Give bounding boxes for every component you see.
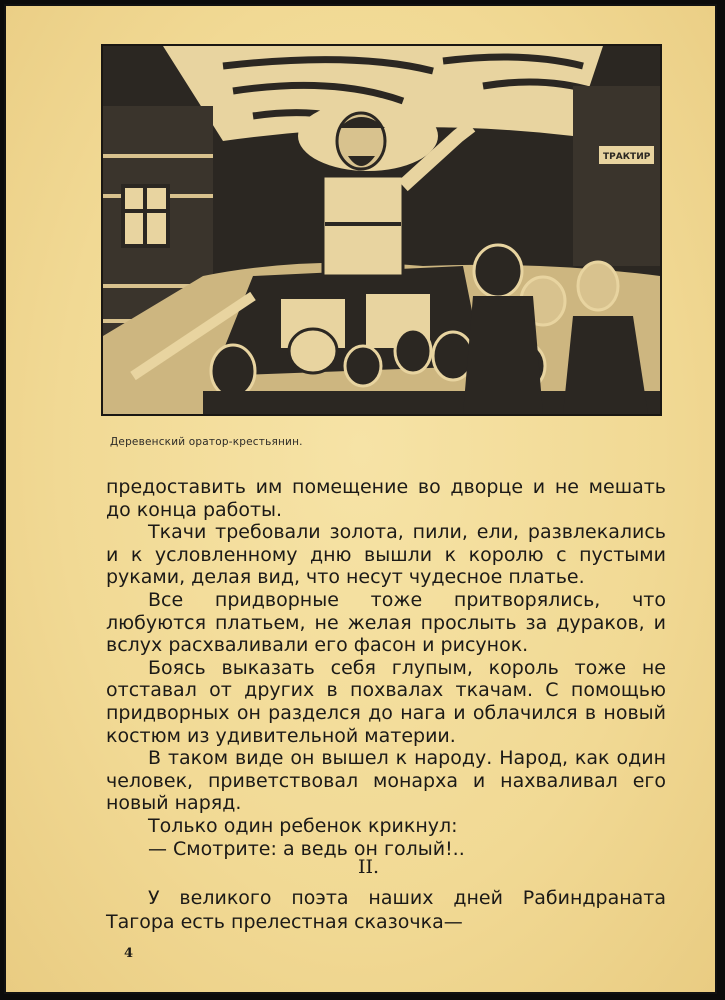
paragraph: Боясь выказать себя глупым, король тоже не отставал от других в похвалах ткачам. С помощью придворных он разделся до нага и облачился в новый костюм из удивительной материи. (106, 656, 666, 747)
paragraph: В таком виде он вышел к народу. Народ, как один человек, приветствовал монарха и нахваливал его новый наряд. (106, 747, 666, 815)
paragraph: Только один ребенок крикнул: (148, 814, 458, 837)
page-number: 4 (124, 946, 134, 961)
paragraph: Все придворные тоже притворялись, что любуются платьем, не желая прослыть за дураков, и вслух расхваливали его фасон и рисунок. (106, 588, 666, 657)
section-text (106, 886, 666, 934)
paragraph: предоставить им помещение во дворце и не мешать до конца работы. (106, 476, 666, 521)
paragraph: Ткачи требовали золота, пили, ели, развлекались и к условленному дню вышли к королю с пустыми руками, делая вид, что несут чудесное платье. (106, 521, 666, 589)
paragraph: У великого поэта наших дней Рабиндраната Тагора есть прелестная сказочка— (106, 887, 666, 933)
main-text (106, 476, 666, 860)
book-page (4, 4, 717, 994)
section-heading: II. (357, 856, 380, 878)
dialogue-line: — Смотрите: а ведь он голый!.. (148, 837, 465, 860)
woodcut-illustration (101, 44, 662, 416)
village-orator-woodcut-icon (103, 46, 660, 414)
illustration-caption: Деревенский оратор-крестьянин. (110, 436, 303, 448)
tavern-sign-text: ТРАКТИР (603, 152, 651, 162)
